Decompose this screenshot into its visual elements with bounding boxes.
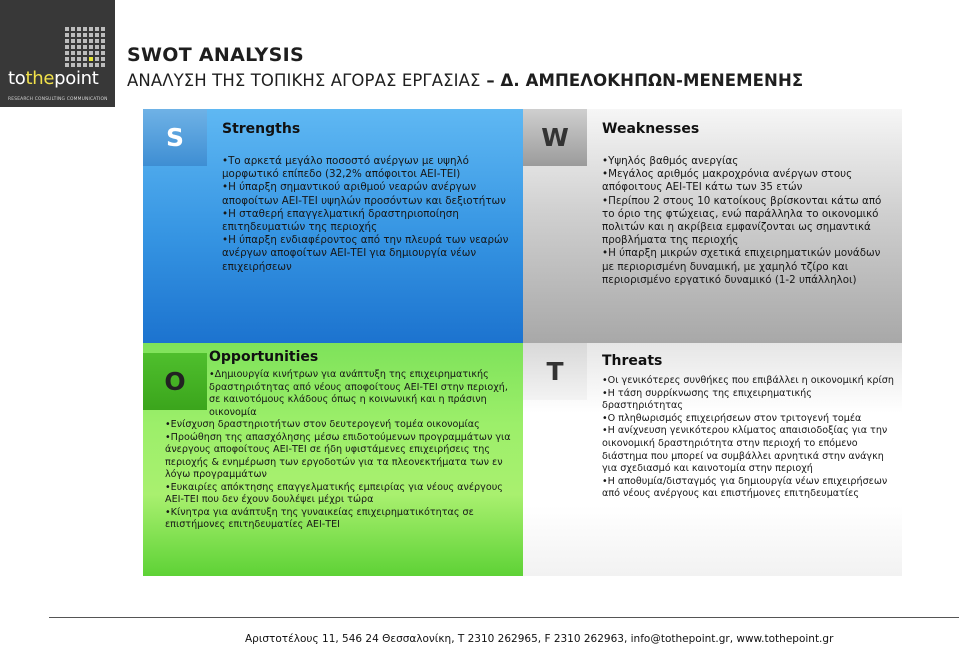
page-subtitle [127, 71, 803, 90]
opportunities-heading: Opportunities [209, 349, 319, 365]
swot-list-item: • Μεγάλος αριθμός μακροχρόνια ανέργων στους απόφοιτους ΑΕΙ-ΤΕΙ κάτω των 35 ετών [602, 168, 894, 194]
logo-dot [71, 51, 75, 55]
logo-dot [71, 63, 75, 67]
logo-dot [89, 45, 93, 49]
threats-list [602, 375, 894, 501]
swot-list-item: • Η ύπαρξη μικρών σχετικά επιχειρηματικών μονάδων με περιορισμένη δυναμική, με χαμηλό τζίρο και περιορισμένο εργατικό δυναμικό (1-2 υπάλληλοι) [602, 247, 894, 287]
threats-letter-box: T [523, 343, 587, 400]
strengths-list [222, 155, 512, 274]
swot-strengths-quadrant [143, 109, 523, 343]
logo-dot [71, 27, 75, 31]
company-logo [0, 0, 115, 107]
logo-dot [65, 39, 69, 43]
logo-dot [89, 27, 93, 31]
logo-dot [95, 57, 99, 61]
subtitle-main: ΑΝΑΛΥΣΗ ΤΗΣ ΤΟΠΙΚΗΣ ΑΓΟΡΑΣ ΕΡΓΑΣΙΑΣ [127, 71, 481, 90]
logo-dot [101, 27, 105, 31]
threats-heading: Threats [602, 353, 663, 369]
swot-threats-quadrant [523, 343, 902, 576]
logo-word-point: point [54, 68, 99, 89]
logo-dot [89, 51, 93, 55]
logo-dot [65, 45, 69, 49]
logo-dot [95, 45, 99, 49]
opportunities-list [165, 369, 515, 532]
logo-dot [71, 39, 75, 43]
logo-dot [101, 45, 105, 49]
weaknesses-heading: Weaknesses [602, 121, 700, 137]
swot-list-item: • Υψηλός βαθμός ανεργίας [602, 155, 894, 168]
swot-list-item: • Ενίσχυση δραστηριοτήτων στον δευτερογενή τομέα οικονομίας [165, 419, 515, 432]
logo-dot [77, 51, 81, 55]
opportunities-letter-box: O [143, 353, 207, 410]
logo-dot [95, 33, 99, 37]
logo-dot [95, 51, 99, 55]
logo-dot [83, 39, 87, 43]
swot-list-item: • Οι γενικότερες συνθήκες που επιβάλλει η οικονομική κρίση [602, 375, 894, 388]
logo-dot [77, 45, 81, 49]
swot-weaknesses-quadrant [523, 109, 902, 343]
page-title: SWOT ANALYSIS [127, 44, 304, 66]
subtitle-location: – Δ. ΑΜΠΕΛΟΚΗΠΩΝ-ΜΕΝΕΜΕΝΗΣ [480, 71, 804, 90]
footer-divider [49, 617, 959, 618]
logo-dot [83, 27, 87, 31]
weaknesses-letter-box: W [523, 109, 587, 166]
logo-dot [95, 27, 99, 31]
strengths-letter-box: S [143, 109, 207, 166]
logo-dot [77, 27, 81, 31]
swot-list-item: • Προώθηση της απασχόλησης μέσω επιδοτούμενων προγραμμάτων για άνεργους αποφοίτους ΑΕΙ-ΤΕΙ σε ήδη υφιστάμενες επιχειρήσεις της περιοχής & ενημέρωση των εργοδοτών για τα πλεονεκτήματα των εν λόγω προγραμμάτων [165, 432, 515, 482]
logo-dot [95, 63, 99, 67]
logo-dot [77, 57, 81, 61]
logo-dot-grid-icon [65, 27, 105, 67]
swot-list-item: • Περίπου 2 στους 10 κατοίκους βρίσκονται κάτω από το όριο της φτώχειας, ενώ παράλληλα το οικονομικό πολιτών και η ακρίβεια εμφανίζονται ως σημαντικά προβλήματα της περιοχής [602, 195, 894, 248]
logo-dot [101, 63, 105, 67]
swot-list-item: • Δημιουργία κινήτρων για ανάπτυξη της επιχειρηματικής δραστηριότητας από νέους αποφοίτους ΑΕΙ-ΤΕΙ στην περιοχή, σε καινοτόμους κλάδους όπως η κοινωνική και η πράσινη οικονομία [165, 369, 515, 419]
logo-dot [65, 33, 69, 37]
footer-contact: Αριστοτέλους 11, 546 24 Θεσσαλονίκη, T 2310 262965, F 2310 262963, info@tothepoint.gr, www.tothepoint.gr [245, 633, 834, 645]
logo-dot [101, 57, 105, 61]
logo-dot [83, 45, 87, 49]
logo-dot [83, 51, 87, 55]
logo-dot [101, 51, 105, 55]
logo-dot [71, 33, 75, 37]
logo-dot [65, 51, 69, 55]
swot-list-item: • Η ανίχνευση γενικότερου κλίματος απαισιοδοξίας για την οικονομική δραστηριότητα στην περιοχή το επόμενο διάστημα που μπορεί να συμβάλλει αρνητικά στην ανάγκη για σχεδιασμό και καινοτομία στην περιοχή [602, 425, 894, 475]
logo-dot [71, 45, 75, 49]
logo-dot [83, 57, 87, 61]
logo-dot [95, 39, 99, 43]
strengths-heading: Strengths [222, 121, 301, 137]
swot-list-item: • Ο πληθωρισμός επιχειρήσεων στον τριτογενή τομέα [602, 413, 894, 426]
swot-list-item: • Η τάση συρρίκνωσης της επιχειρηματικής δραστηριότητας [602, 388, 894, 413]
swot-list-item: • Κίνητρα για ανάπτυξη της γυναικείας επιχειρηματικότητας σε επιστήμονες επιτηδευματίες ΑΕΙ-ΤΕΙ [165, 507, 515, 532]
logo-dot [89, 63, 93, 67]
logo-dot [83, 33, 87, 37]
swot-opportunities-quadrant [143, 343, 523, 576]
logo-dot [83, 63, 87, 67]
logo-dot [65, 63, 69, 67]
logo-dot [89, 39, 93, 43]
swot-list-item: • Η σταθερή επαγγελματική δραστηριοποίηση επιτηδευματιών της περιοχής [222, 208, 512, 234]
logo-dot [77, 39, 81, 43]
swot-list-item: • Η ύπαρξη ενδιαφέροντος από την πλευρά των νεαρών ανέργων αποφοίτων ΑΕΙ-ΤΕΙ για δημιουργία νέων επιχειρήσεων [222, 234, 512, 274]
logo-dot [77, 63, 81, 67]
logo-dot [89, 57, 93, 61]
logo-tagline: RESEARCH CONSULTING COMMUNICATION [8, 97, 108, 102]
logo-dot [77, 33, 81, 37]
swot-list-item: • Η ύπαρξη σημαντικού αριθμού νεαρών ανέργων αποφοίτων ΑΕΙ-ΤΕΙ υψηλών προσόντων και δεξιοτήτων [222, 181, 512, 207]
swot-list-item: • Το αρκετά μεγάλο ποσοστό ανέργων με υψηλό μορφωτικό επίπεδο (32,2% απόφοιτοι ΑΕΙ-ΤΕΙ) [222, 155, 512, 181]
logo-word-the: the [25, 68, 55, 89]
logo-word-to: to [8, 68, 26, 89]
weaknesses-list [602, 155, 894, 287]
logo-dot [65, 27, 69, 31]
logo-dot [65, 57, 69, 61]
logo-dot [89, 33, 93, 37]
logo-dot [101, 39, 105, 43]
logo-wordmark [8, 68, 99, 89]
swot-list-item: • Ευκαιρίες απόκτησης επαγγελματικής εμπειρίας για νέους ανέργους ΑΕΙ-ΤΕΙ που δεν έχουν δουλέψει μέχρι τώρα [165, 482, 515, 507]
swot-list-item: • Η αποθυμία/δισταγμός για δημιουργία νέων επιχειρήσεων από νέους ανέργους και επιστήμονες επιτηδευματίες [602, 476, 894, 501]
logo-dot [101, 33, 105, 37]
logo-dot [71, 57, 75, 61]
